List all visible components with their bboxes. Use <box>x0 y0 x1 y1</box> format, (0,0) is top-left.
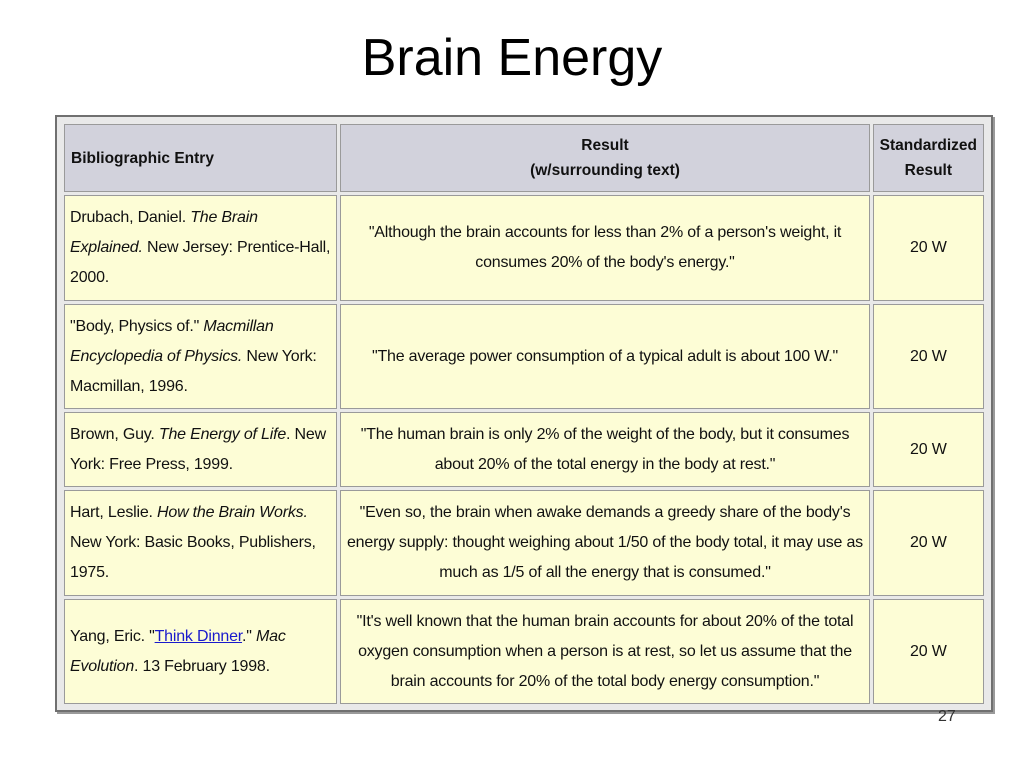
header-result-line2: (w/surrounding text) <box>530 162 680 179</box>
header-result <box>340 124 869 192</box>
header-standardized-result <box>873 124 984 192</box>
bib-title: Macmillan Encyclopedia of Physics. <box>70 317 274 365</box>
standardized-result-cell: 20 W <box>873 304 984 409</box>
bib-title: The Energy of Life <box>158 425 287 443</box>
result-cell: "Although the brain accounts for less than 2% of a person's weight, it consumes 20% of the body's energy." <box>340 195 869 301</box>
table-row <box>64 412 984 487</box>
bib-author: Drubach, Daniel. <box>70 209 191 226</box>
standardized-result-cell: 20 W <box>873 599 984 704</box>
bib-title: Mac Evolution <box>70 627 286 675</box>
table-row <box>64 195 984 301</box>
bib-publication: New Jersey: Prentice-Hall, 2000. <box>70 239 331 286</box>
bib-publication: New York: Basic Books, Publishers, 1975. <box>70 534 316 581</box>
page-number: 27 <box>938 708 956 725</box>
bibliographic-entry-cell <box>64 195 337 301</box>
bib-title: How the Brain Works. <box>157 504 308 521</box>
table-header-row <box>64 124 984 192</box>
header-result-line1: Result <box>581 137 629 154</box>
result-cell: "The human brain is only 2% of the weight of the body, but it consumes about 20% of the total energy in the body at rest." <box>340 412 869 487</box>
bib-publication: . 13 February 1998. <box>134 657 270 675</box>
think-dinner-link[interactable]: Think Dinner <box>154 627 243 645</box>
bib-author: "Body, Physics of." <box>70 317 204 335</box>
standardized-result-cell: 20 W <box>873 195 984 301</box>
bib-title: The Brain Explained. <box>70 209 258 256</box>
header-bibliographic-label: Bibliographic Entry <box>71 149 214 167</box>
bibliographic-entry-cell <box>64 490 337 596</box>
bib-title-quote-close: ." <box>242 627 257 645</box>
bibliographic-entry-cell <box>64 412 337 487</box>
result-cell: "Even so, the brain when awake demands a greedy share of the body's energy supply: thought weighing about 1/50 of the body total, it may use as much as 1/5 of all the energy that is consumed." <box>340 490 869 596</box>
table-row <box>64 490 984 596</box>
bib-author: Hart, Leslie. <box>70 504 158 521</box>
slide-title: Brain Energy <box>361 29 663 87</box>
table-row <box>64 599 984 704</box>
standardized-result-cell: 20 W <box>873 490 984 596</box>
table-row <box>64 304 984 409</box>
bibliographic-entry-cell <box>64 599 337 704</box>
bibliography-table <box>61 121 987 707</box>
bib-author: Yang, Eric. " <box>70 627 155 645</box>
standardized-result-cell: 20 W <box>873 412 984 487</box>
bib-author: Brown, Guy. <box>70 425 159 443</box>
header-standardized-line2: Result <box>904 162 953 179</box>
header-bibliographic-entry <box>64 124 337 192</box>
result-cell: "The average power consumption of a typical adult is about 100 W." <box>340 304 869 409</box>
header-standardized-line1: Standardized <box>879 137 977 154</box>
bib-publication: New York: Macmillan, 1996. <box>70 347 317 395</box>
bibliographic-entry-cell <box>64 304 337 409</box>
bibliography-table-frame <box>55 115 993 712</box>
bib-publication: . New York: Free Press, 1999. <box>70 425 326 473</box>
result-cell: "It's well known that the human brain accounts for about 20% of the total oxygen consumption when a person is at rest, so let us assume that the brain accounts for 20% of the total body energy consumption." <box>340 599 869 704</box>
